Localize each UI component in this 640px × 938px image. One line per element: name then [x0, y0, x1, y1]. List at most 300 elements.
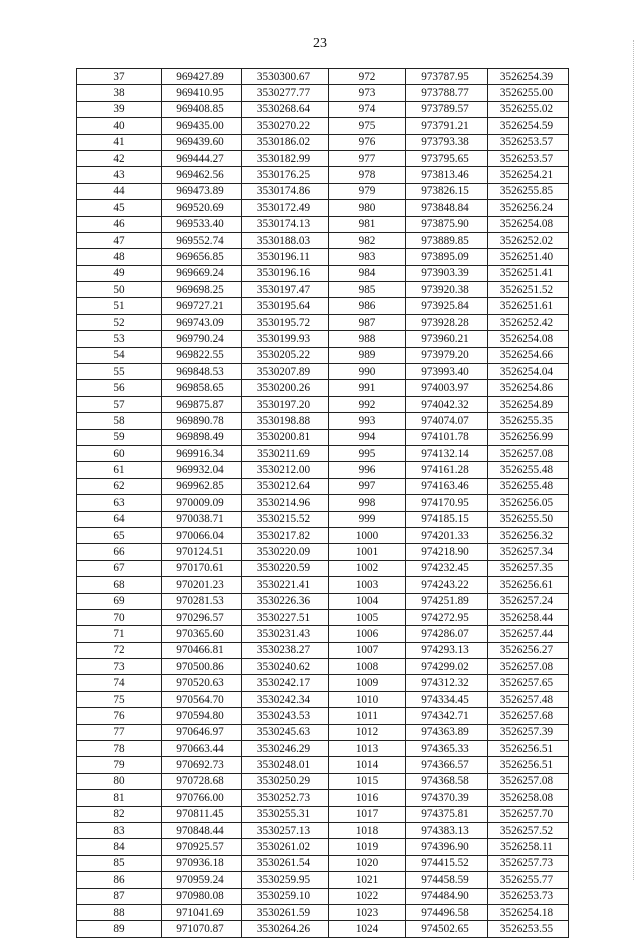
table-cell-y-coordinate: 3526258.11 [488, 839, 569, 855]
table-cell-x-coordinate: 970066.04 [162, 527, 242, 543]
table-cell-point-number: 49 [77, 265, 162, 281]
table-cell-y-coordinate: 3526254.66 [488, 347, 569, 363]
table-cell-y-coordinate: 3530196.11 [242, 249, 329, 265]
table-cell-point-number: 976 [329, 134, 406, 150]
table-cell-x-coordinate: 974370.39 [406, 790, 488, 806]
table-row [77, 364, 569, 380]
table-cell-y-coordinate: 3526254.04 [488, 364, 569, 380]
table-cell-point-number: 37 [77, 69, 162, 85]
table-row [77, 806, 569, 822]
table-cell-point-number: 982 [329, 232, 406, 248]
table-cell-point-number: 1020 [329, 855, 406, 871]
table-row [77, 691, 569, 707]
table-cell-point-number: 981 [329, 216, 406, 232]
table-row [77, 724, 569, 740]
table-cell-x-coordinate: 974365.33 [406, 741, 488, 757]
table-cell-x-coordinate: 969875.87 [162, 396, 242, 412]
table-cell-x-coordinate: 970959.24 [162, 872, 242, 888]
table-row [77, 904, 569, 920]
table-cell-x-coordinate: 970848.44 [162, 822, 242, 838]
table-row [77, 757, 569, 773]
table-cell-y-coordinate: 3530195.72 [242, 314, 329, 330]
table-cell-y-coordinate: 3526257.65 [488, 675, 569, 691]
table-row [77, 741, 569, 757]
table-cell-point-number: 1022 [329, 888, 406, 904]
table-cell-x-coordinate: 974368.58 [406, 773, 488, 789]
table-cell-y-coordinate: 3526257.68 [488, 708, 569, 724]
table-cell-x-coordinate: 969533.40 [162, 216, 242, 232]
table-cell-x-coordinate: 970980.08 [162, 888, 242, 904]
table-cell-point-number: 1023 [329, 904, 406, 920]
table-cell-x-coordinate: 974218.90 [406, 544, 488, 560]
table-row [77, 478, 569, 494]
table-cell-x-coordinate: 969669.24 [162, 265, 242, 281]
table-cell-point-number: 48 [77, 249, 162, 265]
table-cell-y-coordinate: 3526253.73 [488, 888, 569, 904]
table-cell-point-number: 1017 [329, 806, 406, 822]
table-cell-y-coordinate: 3526257.34 [488, 544, 569, 560]
table-cell-y-coordinate: 3526256.05 [488, 495, 569, 511]
table-cell-point-number: 977 [329, 150, 406, 166]
table-cell-y-coordinate: 3530259.10 [242, 888, 329, 904]
table-cell-x-coordinate: 974185.15 [406, 511, 488, 527]
table-cell-point-number: 1012 [329, 724, 406, 740]
table-row [77, 872, 569, 888]
table-cell-y-coordinate: 3526257.08 [488, 659, 569, 675]
table-cell-x-coordinate: 974201.33 [406, 527, 488, 543]
table-cell-point-number: 87 [77, 888, 162, 904]
table-cell-y-coordinate: 3530242.34 [242, 691, 329, 707]
table-cell-y-coordinate: 3526257.52 [488, 822, 569, 838]
table-cell-y-coordinate: 3526257.24 [488, 593, 569, 609]
table-cell-point-number: 40 [77, 118, 162, 134]
table-cell-y-coordinate: 3530207.89 [242, 364, 329, 380]
table-cell-point-number: 38 [77, 85, 162, 101]
table-cell-y-coordinate: 3526257.08 [488, 773, 569, 789]
table-cell-y-coordinate: 3526253.57 [488, 150, 569, 166]
table-cell-point-number: 978 [329, 167, 406, 183]
table-cell-y-coordinate: 3526258.44 [488, 609, 569, 625]
table-cell-point-number: 88 [77, 904, 162, 920]
table-cell-x-coordinate: 970663.44 [162, 741, 242, 757]
table-cell-point-number: 994 [329, 429, 406, 445]
table-cell-x-coordinate: 973813.46 [406, 167, 488, 183]
table-cell-x-coordinate: 974484.90 [406, 888, 488, 904]
table-cell-point-number: 58 [77, 413, 162, 429]
table-cell-x-coordinate: 973993.40 [406, 364, 488, 380]
table-cell-x-coordinate: 974383.13 [406, 822, 488, 838]
table-cell-point-number: 77 [77, 724, 162, 740]
table-cell-x-coordinate: 970009.09 [162, 495, 242, 511]
table-cell-y-coordinate: 3530250.29 [242, 773, 329, 789]
table-cell-x-coordinate: 970594.80 [162, 708, 242, 724]
table-cell-y-coordinate: 3530221.41 [242, 577, 329, 593]
table-cell-x-coordinate: 970766.00 [162, 790, 242, 806]
table-cell-point-number: 985 [329, 282, 406, 298]
table-row [77, 183, 569, 199]
table-cell-y-coordinate: 3530252.73 [242, 790, 329, 806]
table-cell-y-coordinate: 3530226.36 [242, 593, 329, 609]
table-cell-point-number: 997 [329, 478, 406, 494]
table-cell-point-number: 1008 [329, 659, 406, 675]
table-cell-y-coordinate: 3530186.02 [242, 134, 329, 150]
table-cell-y-coordinate: 3530231.43 [242, 626, 329, 642]
table-cell-x-coordinate: 973925.84 [406, 298, 488, 314]
table-cell-y-coordinate: 3530212.00 [242, 462, 329, 478]
table-row [77, 69, 569, 85]
table-cell-x-coordinate: 973903.39 [406, 265, 488, 281]
table-cell-point-number: 984 [329, 265, 406, 281]
table-cell-y-coordinate: 3530176.25 [242, 167, 329, 183]
table-cell-x-coordinate: 970038.71 [162, 511, 242, 527]
table-row [77, 331, 569, 347]
table-cell-y-coordinate: 3526255.85 [488, 183, 569, 199]
table-row [77, 347, 569, 363]
table-cell-y-coordinate: 3530174.86 [242, 183, 329, 199]
table-row [77, 593, 569, 609]
table-cell-x-coordinate: 969552.74 [162, 232, 242, 248]
table-cell-x-coordinate: 974502.65 [406, 921, 488, 937]
table-cell-x-coordinate: 970925.57 [162, 839, 242, 855]
table-cell-x-coordinate: 974042.32 [406, 396, 488, 412]
table-row [77, 855, 569, 871]
table-cell-y-coordinate: 3530261.54 [242, 855, 329, 871]
table-cell-x-coordinate: 973791.21 [406, 118, 488, 134]
table-cell-point-number: 1018 [329, 822, 406, 838]
table-cell-y-coordinate: 3530215.52 [242, 511, 329, 527]
table-row [77, 659, 569, 675]
table-row [77, 216, 569, 232]
table-cell-x-coordinate: 969462.56 [162, 167, 242, 183]
table-row [77, 921, 569, 937]
table-cell-point-number: 83 [77, 822, 162, 838]
table-cell-point-number: 980 [329, 200, 406, 216]
table-cell-point-number: 65 [77, 527, 162, 543]
table-cell-point-number: 1015 [329, 773, 406, 789]
page-number: 23 [313, 36, 327, 51]
table-cell-y-coordinate: 3526251.52 [488, 282, 569, 298]
table-cell-point-number: 43 [77, 167, 162, 183]
table-cell-point-number: 69 [77, 593, 162, 609]
table-cell-point-number: 1010 [329, 691, 406, 707]
table-cell-x-coordinate: 969444.27 [162, 150, 242, 166]
table-cell-point-number: 61 [77, 462, 162, 478]
table-cell-point-number: 76 [77, 708, 162, 724]
table-cell-y-coordinate: 3530200.81 [242, 429, 329, 445]
table-row [77, 396, 569, 412]
table-cell-point-number: 71 [77, 626, 162, 642]
table-cell-y-coordinate: 3530261.59 [242, 904, 329, 920]
table-cell-x-coordinate: 970520.63 [162, 675, 242, 691]
table-cell-y-coordinate: 3530240.62 [242, 659, 329, 675]
table-cell-y-coordinate: 3530199.93 [242, 331, 329, 347]
table-cell-point-number: 79 [77, 757, 162, 773]
table-cell-y-coordinate: 3526255.48 [488, 462, 569, 478]
table-cell-y-coordinate: 3526254.21 [488, 167, 569, 183]
table-row [77, 118, 569, 134]
table-cell-x-coordinate: 969858.65 [162, 380, 242, 396]
table-cell-y-coordinate: 3530277.77 [242, 85, 329, 101]
table-cell-x-coordinate: 969435.00 [162, 118, 242, 134]
table-cell-x-coordinate: 970170.61 [162, 560, 242, 576]
table-cell-point-number: 990 [329, 364, 406, 380]
table-cell-x-coordinate: 973848.84 [406, 200, 488, 216]
table-cell-y-coordinate: 3530174.13 [242, 216, 329, 232]
table-cell-y-coordinate: 3530248.01 [242, 757, 329, 773]
table-cell-x-coordinate: 974286.07 [406, 626, 488, 642]
table-cell-y-coordinate: 3530172.49 [242, 200, 329, 216]
table-cell-y-coordinate: 3530195.64 [242, 298, 329, 314]
table-cell-point-number: 1021 [329, 872, 406, 888]
table-cell-x-coordinate: 970692.73 [162, 757, 242, 773]
table-cell-x-coordinate: 974342.71 [406, 708, 488, 724]
table-cell-point-number: 59 [77, 429, 162, 445]
table-cell-x-coordinate: 974363.89 [406, 724, 488, 740]
table-row [77, 560, 569, 576]
table-cell-x-coordinate: 970564.70 [162, 691, 242, 707]
table-cell-x-coordinate: 969743.09 [162, 314, 242, 330]
table-cell-point-number: 993 [329, 413, 406, 429]
table-cell-x-coordinate: 974074.07 [406, 413, 488, 429]
table-cell-x-coordinate: 974232.45 [406, 560, 488, 576]
table-cell-y-coordinate: 3530300.67 [242, 69, 329, 85]
table-cell-y-coordinate: 3526254.08 [488, 331, 569, 347]
table-cell-y-coordinate: 3530259.95 [242, 872, 329, 888]
table-cell-y-coordinate: 3526251.40 [488, 249, 569, 265]
table-cell-x-coordinate: 969916.34 [162, 445, 242, 461]
table-cell-x-coordinate: 969822.55 [162, 347, 242, 363]
table-row [77, 544, 569, 560]
table-row [77, 200, 569, 216]
table-cell-point-number: 57 [77, 396, 162, 412]
table-cell-x-coordinate: 974375.81 [406, 806, 488, 822]
table-cell-point-number: 70 [77, 609, 162, 625]
table-cell-point-number: 989 [329, 347, 406, 363]
table-cell-x-coordinate: 973979.20 [406, 347, 488, 363]
table-cell-point-number: 998 [329, 495, 406, 511]
table-cell-y-coordinate: 3530200.26 [242, 380, 329, 396]
table-cell-y-coordinate: 3526254.18 [488, 904, 569, 920]
table-cell-y-coordinate: 3526254.86 [488, 380, 569, 396]
table-cell-point-number: 72 [77, 642, 162, 658]
table-row [77, 101, 569, 117]
table-cell-x-coordinate: 974243.22 [406, 577, 488, 593]
table-cell-point-number: 975 [329, 118, 406, 134]
table-row [77, 265, 569, 281]
table-cell-x-coordinate: 969410.95 [162, 85, 242, 101]
table-cell-y-coordinate: 3530214.96 [242, 495, 329, 511]
table-cell-point-number: 51 [77, 298, 162, 314]
table-row [77, 445, 569, 461]
table-cell-point-number: 1024 [329, 921, 406, 937]
table-cell-point-number: 44 [77, 183, 162, 199]
table-cell-x-coordinate: 973875.90 [406, 216, 488, 232]
table-row [77, 609, 569, 625]
table-cell-y-coordinate: 3526257.44 [488, 626, 569, 642]
table-cell-point-number: 78 [77, 741, 162, 757]
table-row [77, 282, 569, 298]
table-cell-point-number: 995 [329, 445, 406, 461]
table-cell-point-number: 85 [77, 855, 162, 871]
table-cell-point-number: 66 [77, 544, 162, 560]
table-cell-y-coordinate: 3526254.59 [488, 118, 569, 134]
table-cell-y-coordinate: 3526252.02 [488, 232, 569, 248]
table-cell-y-coordinate: 3526253.55 [488, 921, 569, 937]
table-cell-point-number: 974 [329, 101, 406, 117]
table-row [77, 429, 569, 445]
table-row [77, 527, 569, 543]
table-row [77, 822, 569, 838]
table-cell-x-coordinate: 970466.81 [162, 642, 242, 658]
table-cell-x-coordinate: 974415.52 [406, 855, 488, 871]
table-cell-x-coordinate: 973788.77 [406, 85, 488, 101]
table-row [77, 134, 569, 150]
table-row [77, 773, 569, 789]
table-cell-y-coordinate: 3530268.64 [242, 101, 329, 117]
table-row [77, 511, 569, 527]
table-cell-x-coordinate: 970728.68 [162, 773, 242, 789]
table-cell-x-coordinate: 969962.85 [162, 478, 242, 494]
table-cell-point-number: 1019 [329, 839, 406, 855]
table-cell-x-coordinate: 974458.59 [406, 872, 488, 888]
table-cell-x-coordinate: 973787.95 [406, 69, 488, 85]
table-cell-x-coordinate: 973826.15 [406, 183, 488, 199]
table-cell-y-coordinate: 3526256.27 [488, 642, 569, 658]
table-row [77, 249, 569, 265]
table-cell-point-number: 1000 [329, 527, 406, 543]
table-row [77, 413, 569, 429]
table-cell-point-number: 1016 [329, 790, 406, 806]
scan-edge-marks [632, 40, 634, 880]
table-row [77, 888, 569, 904]
table-cell-x-coordinate: 973795.65 [406, 150, 488, 166]
table-cell-x-coordinate: 970365.60 [162, 626, 242, 642]
table-cell-y-coordinate: 3526255.50 [488, 511, 569, 527]
table-cell-point-number: 81 [77, 790, 162, 806]
table-cell-x-coordinate: 974396.90 [406, 839, 488, 855]
coordinates-table [76, 68, 569, 938]
table-cell-x-coordinate: 970296.57 [162, 609, 242, 625]
table-cell-y-coordinate: 3526255.02 [488, 101, 569, 117]
table-row [77, 380, 569, 396]
table-cell-point-number: 988 [329, 331, 406, 347]
table-cell-y-coordinate: 3526255.77 [488, 872, 569, 888]
table-cell-x-coordinate: 974003.97 [406, 380, 488, 396]
table-cell-point-number: 1006 [329, 626, 406, 642]
table-cell-x-coordinate: 974272.95 [406, 609, 488, 625]
table-cell-y-coordinate: 3530227.51 [242, 609, 329, 625]
table-row [77, 314, 569, 330]
table-cell-x-coordinate: 969408.85 [162, 101, 242, 117]
table-cell-y-coordinate: 3526255.00 [488, 85, 569, 101]
table-cell-x-coordinate: 970201.23 [162, 577, 242, 593]
table-cell-point-number: 983 [329, 249, 406, 265]
table-cell-y-coordinate: 3526257.73 [488, 855, 569, 871]
table-cell-x-coordinate: 973793.38 [406, 134, 488, 150]
table-cell-x-coordinate: 973895.09 [406, 249, 488, 265]
table-cell-y-coordinate: 3530245.63 [242, 724, 329, 740]
table-row [77, 462, 569, 478]
table-cell-y-coordinate: 3530197.20 [242, 396, 329, 412]
table-cell-point-number: 68 [77, 577, 162, 593]
table-cell-x-coordinate: 970281.53 [162, 593, 242, 609]
table-row [77, 167, 569, 183]
table-cell-point-number: 992 [329, 396, 406, 412]
table-cell-point-number: 996 [329, 462, 406, 478]
table-cell-point-number: 73 [77, 659, 162, 675]
table-cell-y-coordinate: 3530220.59 [242, 560, 329, 576]
table-cell-x-coordinate: 969890.78 [162, 413, 242, 429]
table-cell-x-coordinate: 974299.02 [406, 659, 488, 675]
table-cell-x-coordinate: 970811.45 [162, 806, 242, 822]
table-cell-y-coordinate: 3526257.70 [488, 806, 569, 822]
table-cell-point-number: 972 [329, 69, 406, 85]
table-cell-y-coordinate: 3526257.35 [488, 560, 569, 576]
table-cell-x-coordinate: 974170.95 [406, 495, 488, 511]
table-cell-point-number: 56 [77, 380, 162, 396]
table-cell-point-number: 991 [329, 380, 406, 396]
table-cell-point-number: 53 [77, 331, 162, 347]
table-cell-x-coordinate: 974312.32 [406, 675, 488, 691]
table-cell-y-coordinate: 3530198.88 [242, 413, 329, 429]
table-cell-point-number: 987 [329, 314, 406, 330]
table-cell-y-coordinate: 3530197.47 [242, 282, 329, 298]
table-cell-x-coordinate: 974293.13 [406, 642, 488, 658]
table-cell-y-coordinate: 3526251.41 [488, 265, 569, 281]
table-cell-y-coordinate: 3530188.03 [242, 232, 329, 248]
table-cell-point-number: 54 [77, 347, 162, 363]
table-cell-point-number: 1011 [329, 708, 406, 724]
table-cell-x-coordinate: 969520.69 [162, 200, 242, 216]
table-cell-point-number: 74 [77, 675, 162, 691]
table-cell-x-coordinate: 969790.24 [162, 331, 242, 347]
table-cell-point-number: 999 [329, 511, 406, 527]
table-cell-point-number: 1003 [329, 577, 406, 593]
table-row [77, 626, 569, 642]
table-cell-x-coordinate: 969932.04 [162, 462, 242, 478]
table-cell-y-coordinate: 3526256.51 [488, 757, 569, 773]
table-cell-y-coordinate: 3530196.16 [242, 265, 329, 281]
table-cell-point-number: 1002 [329, 560, 406, 576]
table-cell-point-number: 64 [77, 511, 162, 527]
table-row [77, 495, 569, 511]
table-cell-x-coordinate: 974496.58 [406, 904, 488, 920]
table-cell-y-coordinate: 3526256.51 [488, 741, 569, 757]
table-cell-x-coordinate: 974101.78 [406, 429, 488, 445]
table-row [77, 232, 569, 248]
table-cell-point-number: 1001 [329, 544, 406, 560]
table-cell-point-number: 80 [77, 773, 162, 789]
table-cell-point-number: 1004 [329, 593, 406, 609]
table-cell-x-coordinate: 970646.97 [162, 724, 242, 740]
table-cell-x-coordinate: 970936.18 [162, 855, 242, 871]
table-cell-y-coordinate: 3526255.48 [488, 478, 569, 494]
table-cell-point-number: 89 [77, 921, 162, 937]
table-cell-x-coordinate: 969848.53 [162, 364, 242, 380]
table-cell-y-coordinate: 3526253.57 [488, 134, 569, 150]
table-cell-y-coordinate: 3526255.35 [488, 413, 569, 429]
table-cell-point-number: 50 [77, 282, 162, 298]
table-cell-x-coordinate: 970500.86 [162, 659, 242, 675]
table-cell-point-number: 1009 [329, 675, 406, 691]
table-cell-y-coordinate: 3526257.48 [488, 691, 569, 707]
table-cell-x-coordinate: 971070.87 [162, 921, 242, 937]
table-cell-point-number: 1005 [329, 609, 406, 625]
table-cell-y-coordinate: 3526254.08 [488, 216, 569, 232]
table-cell-x-coordinate: 973789.57 [406, 101, 488, 117]
table-cell-point-number: 55 [77, 364, 162, 380]
table-cell-y-coordinate: 3526254.89 [488, 396, 569, 412]
